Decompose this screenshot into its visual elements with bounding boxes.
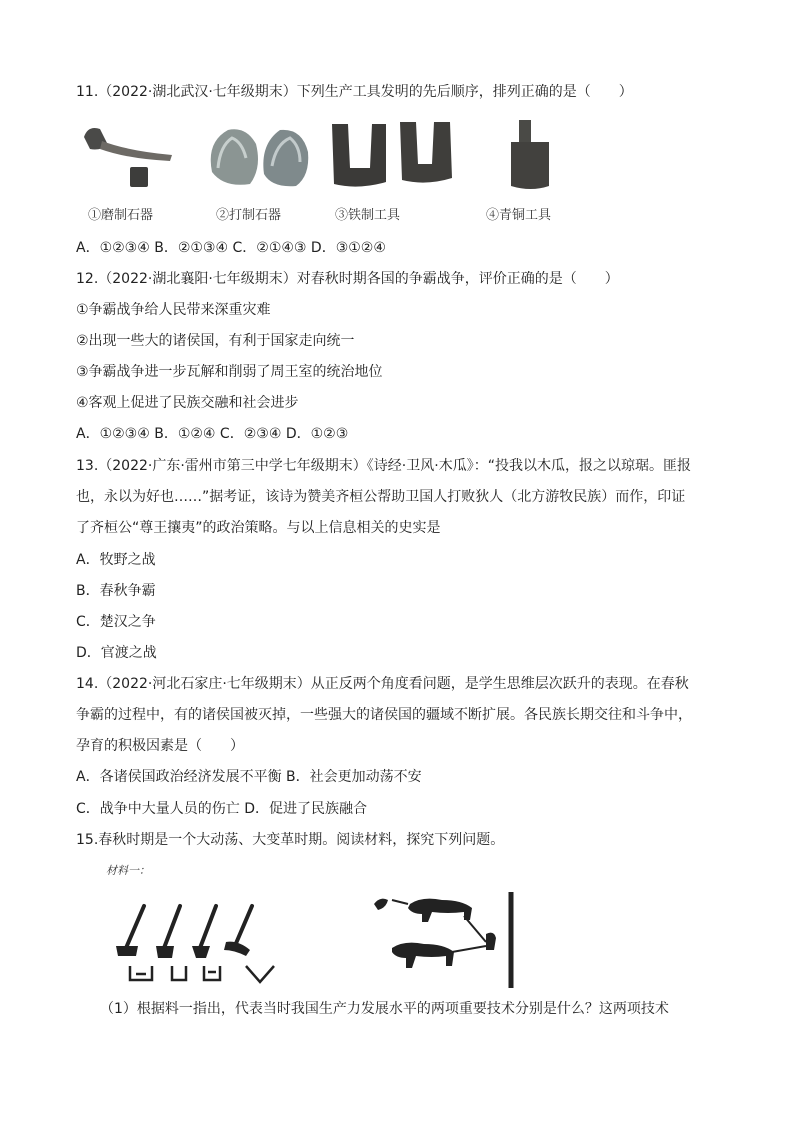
q13-stem-line-1: 13.（2022·广东·雷州市第三中学七年级期末）《诗经·卫风·木瓜》：“投我以木瓜，报之以琼琚。匪报 — [76, 458, 691, 474]
q12-item-2: ②出现一些大的诸侯国，有利于国家走向统一 — [76, 333, 355, 349]
material-one-label: 材料一： — [106, 864, 150, 877]
iron-tools-image — [328, 118, 460, 194]
ox-plough-illustration — [368, 890, 518, 990]
q12-stem: 12.（2022·湖北襄阳·七年级期末）对春秋时期各国的争霸战争，评价正确的是（ ） — [76, 271, 619, 287]
q12-item-4: ④客观上促进了民族交融和社会进步 — [76, 395, 299, 411]
q14-stem-line-2: 争霸的过程中，有的诸侯国被灭掉，一些强大的诸侯国的疆域不断扩展。各民族长期交往和斗争中， — [76, 707, 692, 723]
caption-chipped-stone: ②打制石器 — [216, 208, 282, 223]
q11-options: A．①②③④ B．②①③④ C．②①④③ D．③①②④ — [76, 240, 386, 256]
bronze-tool-image — [505, 116, 555, 196]
q11-stem: 11.（2022·湖北武汉·七年级期末）下列生产工具发明的先后顺序，排列正确的是（ ） — [76, 84, 633, 100]
q14-stem-line-1: 14.（2022·河北石家庄·七年级期末）从正反两个角度看问题，是学生思维层次跃升的表现。在春秋 — [76, 676, 689, 692]
q13-stem-line-3: 了齐桓公“尊王攘夷”的政治策略。与以上信息相关的史实是 — [76, 520, 441, 536]
iron-farm-tools-illustration — [112, 900, 292, 992]
q14-options-row-1: A．各诸侯国政治经济发展不平衡 B．社会更加动荡不安 — [76, 769, 422, 785]
q13-stem-line-2: 也，永以为好也……”据考证，该诗为赞美齐桓公帮助卫国人打败狄人（北方游牧民族）而作，印证 — [76, 489, 686, 505]
ground-stone-tool-image — [78, 115, 178, 195]
q14-options-row-2: C．战争中大量人员的伤亡 D．促进了民族融合 — [76, 801, 368, 817]
q13-option-c: C．楚汉之争 — [76, 614, 156, 630]
q14-stem-line-3: 孕育的积极因素是（ ） — [76, 738, 244, 754]
q12-options: A．①②③④ B．①②④ C．②③④ D．①②③ — [76, 426, 349, 442]
caption-ground-stone: ①磨制石器 — [88, 208, 154, 223]
caption-bronze-tools: ④青铜工具 — [486, 208, 552, 223]
q15-subquestion-1: （1）根据料一指出，代表当时我国生产力发展水平的两项重要技术分别是什么？这两项技术 — [100, 1001, 669, 1017]
q12-item-1: ①争霸战争给人民带来深重灾难 — [76, 302, 271, 318]
q15-stem: 15.春秋时期是一个大动荡、大变革时期。阅读材料，探究下列问题。 — [76, 832, 505, 848]
caption-iron-tools: ③铁制工具 — [335, 208, 401, 223]
chipped-stone-tool-image — [206, 122, 312, 192]
q12-item-3: ③争霸战争进一步瓦解和削弱了周王室的统治地位 — [76, 364, 383, 380]
q13-option-b: B．春秋争霸 — [76, 583, 156, 599]
q13-option-a: A．牧野之战 — [76, 552, 156, 568]
q13-option-d: D．官渡之战 — [76, 645, 157, 661]
